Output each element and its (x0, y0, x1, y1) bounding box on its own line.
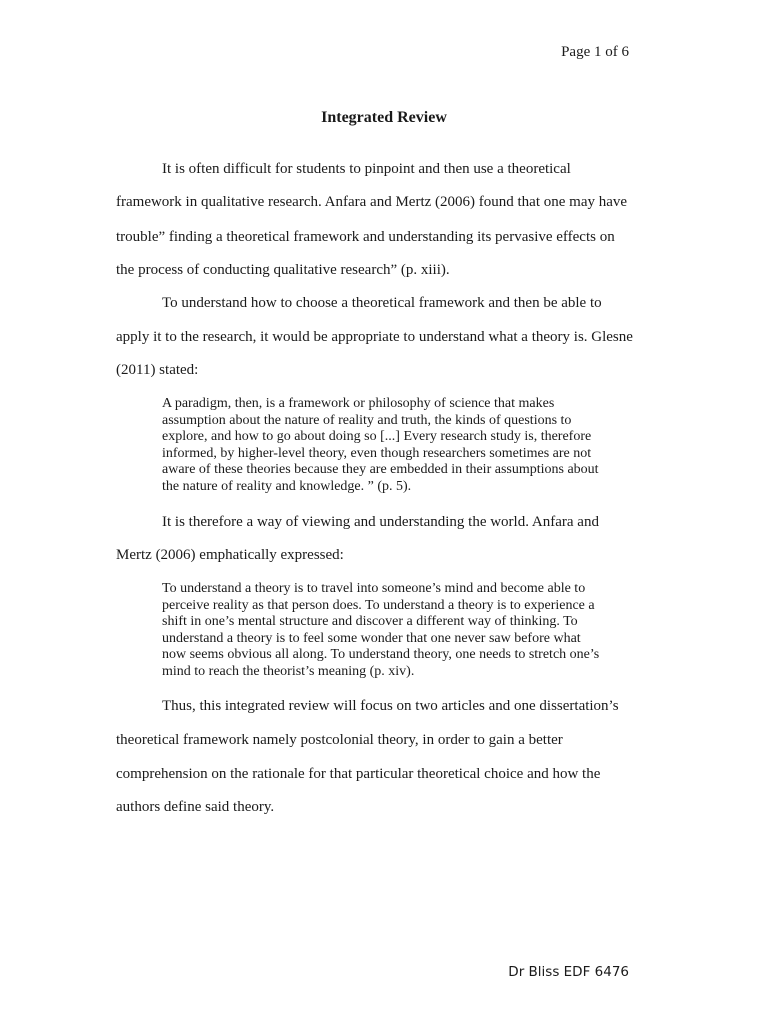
quote-1-line: aware of these theories because they are embedded in their assumptions about (162, 462, 599, 478)
quote-1-line: explore, and how to go about doing so [...] Every research study is, therefore (162, 429, 592, 445)
quote-1-line: assumption about the nature of reality and truth, the kinds of questions to (162, 412, 572, 428)
paragraph-1-line-1: It is often difficult for students to pinpoint and then use a theoretical (162, 161, 571, 177)
quote-1-line: A paradigm, then, is a framework or philosophy of science that makes (162, 396, 555, 411)
quote-2-line: shift in one’s mental structure and discover a different way of thinking. To (162, 614, 578, 630)
paragraph-3-line-1: It is therefore a way of viewing and understanding the world. Anfara and (162, 514, 599, 530)
paragraph-4-line-1: Thus, this integrated review will focus on two articles and one dissertation’s (162, 698, 619, 714)
paragraph-4-line-2: theoretical framework namely postcolonial theory, in order to gain a better (116, 732, 563, 748)
page-number: Page 1 of 6 (561, 44, 629, 60)
block-quote-anfara-mertz (162, 581, 662, 681)
paragraph-1-line-4: the process of conducting qualitative research” (p. xiii). (116, 262, 450, 278)
quote-2-line: understand a theory is to feel some wonder that one never saw before what (162, 630, 581, 646)
quote-2-line: perceive reality as that person does. To understand a theory is to experience a (162, 597, 595, 613)
block-quote-glesne (162, 396, 662, 496)
quote-1-line: informed, by higher-level theory, even though researchers sometimes are not (162, 445, 592, 461)
document-title: Integrated Review (321, 109, 447, 126)
paragraph-4-line-3: comprehension on the rationale for that particular theoretical choice and how the (116, 766, 601, 782)
paragraph-1-line-2: framework in qualitative research. Anfara and Mertz (2006) found that one may have (116, 194, 628, 210)
paragraph-2-line-1: To understand how to choose a theoretical framework and then be able to (162, 295, 602, 311)
quote-2-line: now seems obvious all along. To understand theory, one needs to stretch one’s (162, 647, 600, 663)
quote-2-line: To understand a theory is to travel into someone’s mind and become able to (162, 581, 586, 596)
quote-2-line: mind to reach the theorist’s meaning (p. xiv). (162, 663, 415, 679)
page-footer: Dr Bliss EDF 6476 (508, 964, 629, 980)
paragraph-4-line-4: authors define said theory. (116, 799, 275, 815)
quote-1-line: the nature of reality and knowledge. ” (p. 5). (162, 478, 412, 494)
paragraph-2-line-2: apply it to the research, it would be appropriate to understand what a theory is. Glesne (116, 329, 633, 345)
paragraph-3-line-2: Mertz (2006) emphatically expressed: (116, 547, 344, 563)
paragraph-1-line-3: trouble” finding a theoretical framework and understanding its pervasive effects on (116, 229, 615, 245)
paragraph-2-line-3: (2011) stated: (116, 362, 199, 378)
